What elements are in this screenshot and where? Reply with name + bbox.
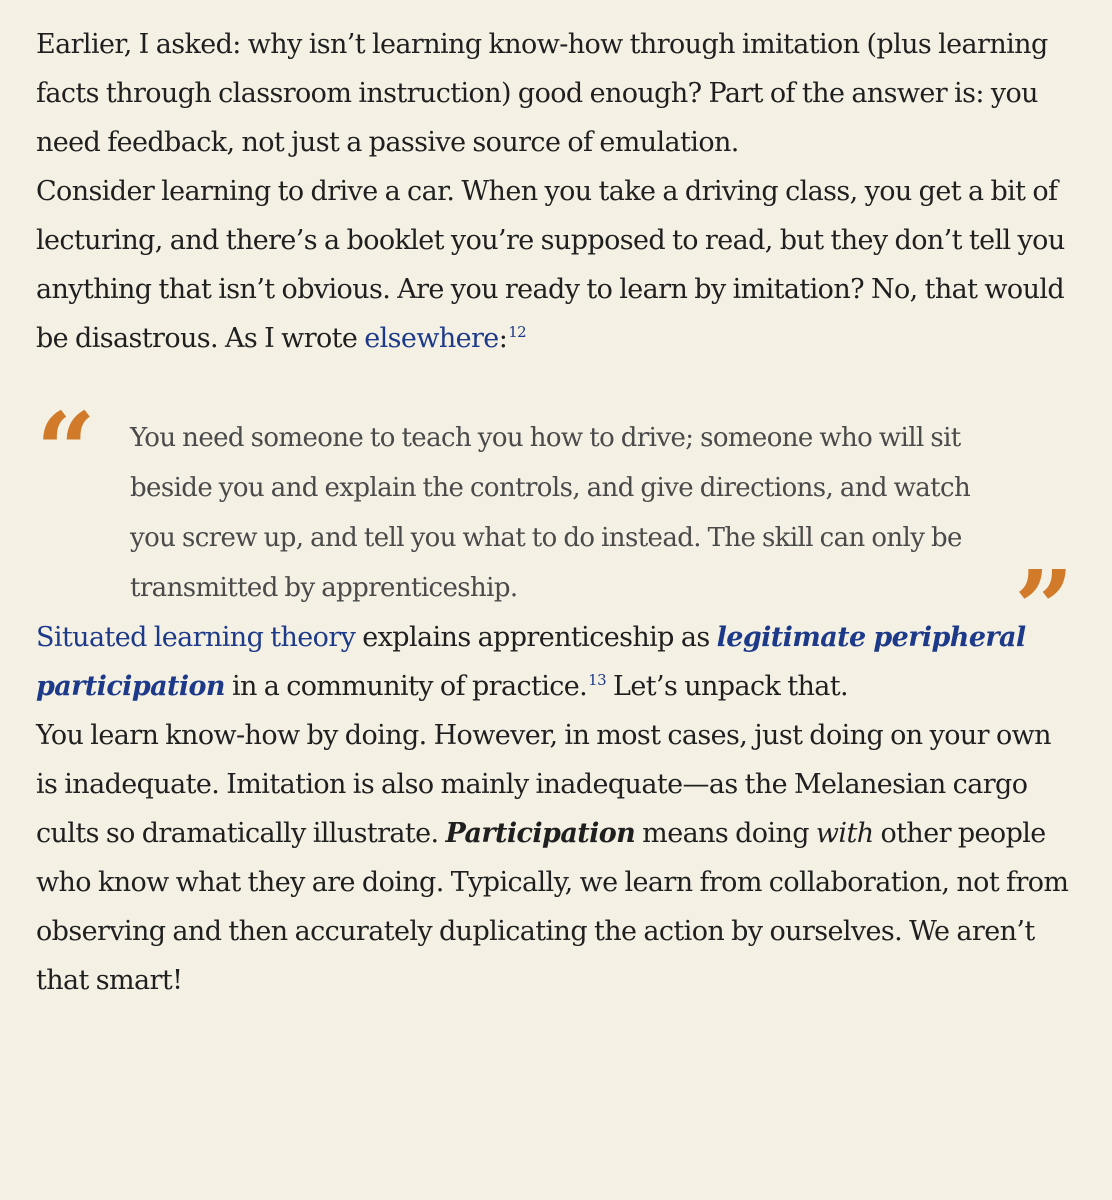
situated-learning-after: in a community of practice. bbox=[224, 671, 588, 702]
colon: : bbox=[498, 323, 508, 354]
paragraph-participation bbox=[36, 711, 1074, 1005]
situated-learning-link[interactable]: Situated learning theory bbox=[36, 622, 356, 653]
paragraph-driving bbox=[36, 167, 1074, 363]
elsewhere-link[interactable]: elsewhere bbox=[364, 323, 499, 354]
participation-text-c: other people who know what they are doing. Typically, we learn from collaboration, not from observing and then accurately duplicating the action by ourselves. We aren’t that smart! bbox=[36, 818, 1069, 996]
pull-quote-text: You need someone to teach you how to drive; someone who will sit beside you and explain the controls, and give directions, and watch you screw up, and tell you what to do instead. The skill can only be transmitted by apprenticeship. bbox=[130, 423, 971, 603]
legitimate-peripheral-participation-link[interactable]: legitimate peripheral participation bbox=[36, 622, 1026, 702]
participation-text-a: You learn know-how by doing. However, in most cases, just doing on your own is inadequate. Imitation is also mainly inadequate—as the Melanesian cargo cults so dramatically illustrate. bbox=[36, 720, 1051, 849]
open-quote-icon: “ bbox=[36, 389, 96, 512]
participation-term: Participation bbox=[445, 818, 636, 849]
paragraph-driving-text: Consider learning to drive a car. When you take a driving class, you get a bit of lecturing, and there’s a booklet you’re supposed to read, but they don’t tell you anything that isn’t obvious. Are you ready to learn by imitation? No, that would be disastrous. As I wrote bbox=[36, 176, 1065, 354]
footnote-12-link[interactable]: 12 bbox=[508, 323, 527, 341]
footnote-13-link[interactable]: 13 bbox=[588, 671, 607, 689]
paragraph-situated-learning bbox=[36, 613, 1074, 711]
close-quote-icon: ” bbox=[1014, 547, 1074, 670]
paragraph-feedback bbox=[36, 20, 1074, 167]
paragraph-feedback-text: Earlier, I asked: why isn’t learning know-how through imitation (plus learning facts through classroom instruction) good enough? Part of the answer is: you need feedback, not just a passive source of emulation. bbox=[36, 29, 1048, 158]
with-emphasis: with bbox=[815, 818, 874, 849]
participation-text-b: means doing bbox=[635, 818, 816, 849]
situated-learning-mid: explains apprenticeship as bbox=[355, 622, 717, 653]
situated-learning-end: Let’s unpack that. bbox=[606, 671, 848, 702]
